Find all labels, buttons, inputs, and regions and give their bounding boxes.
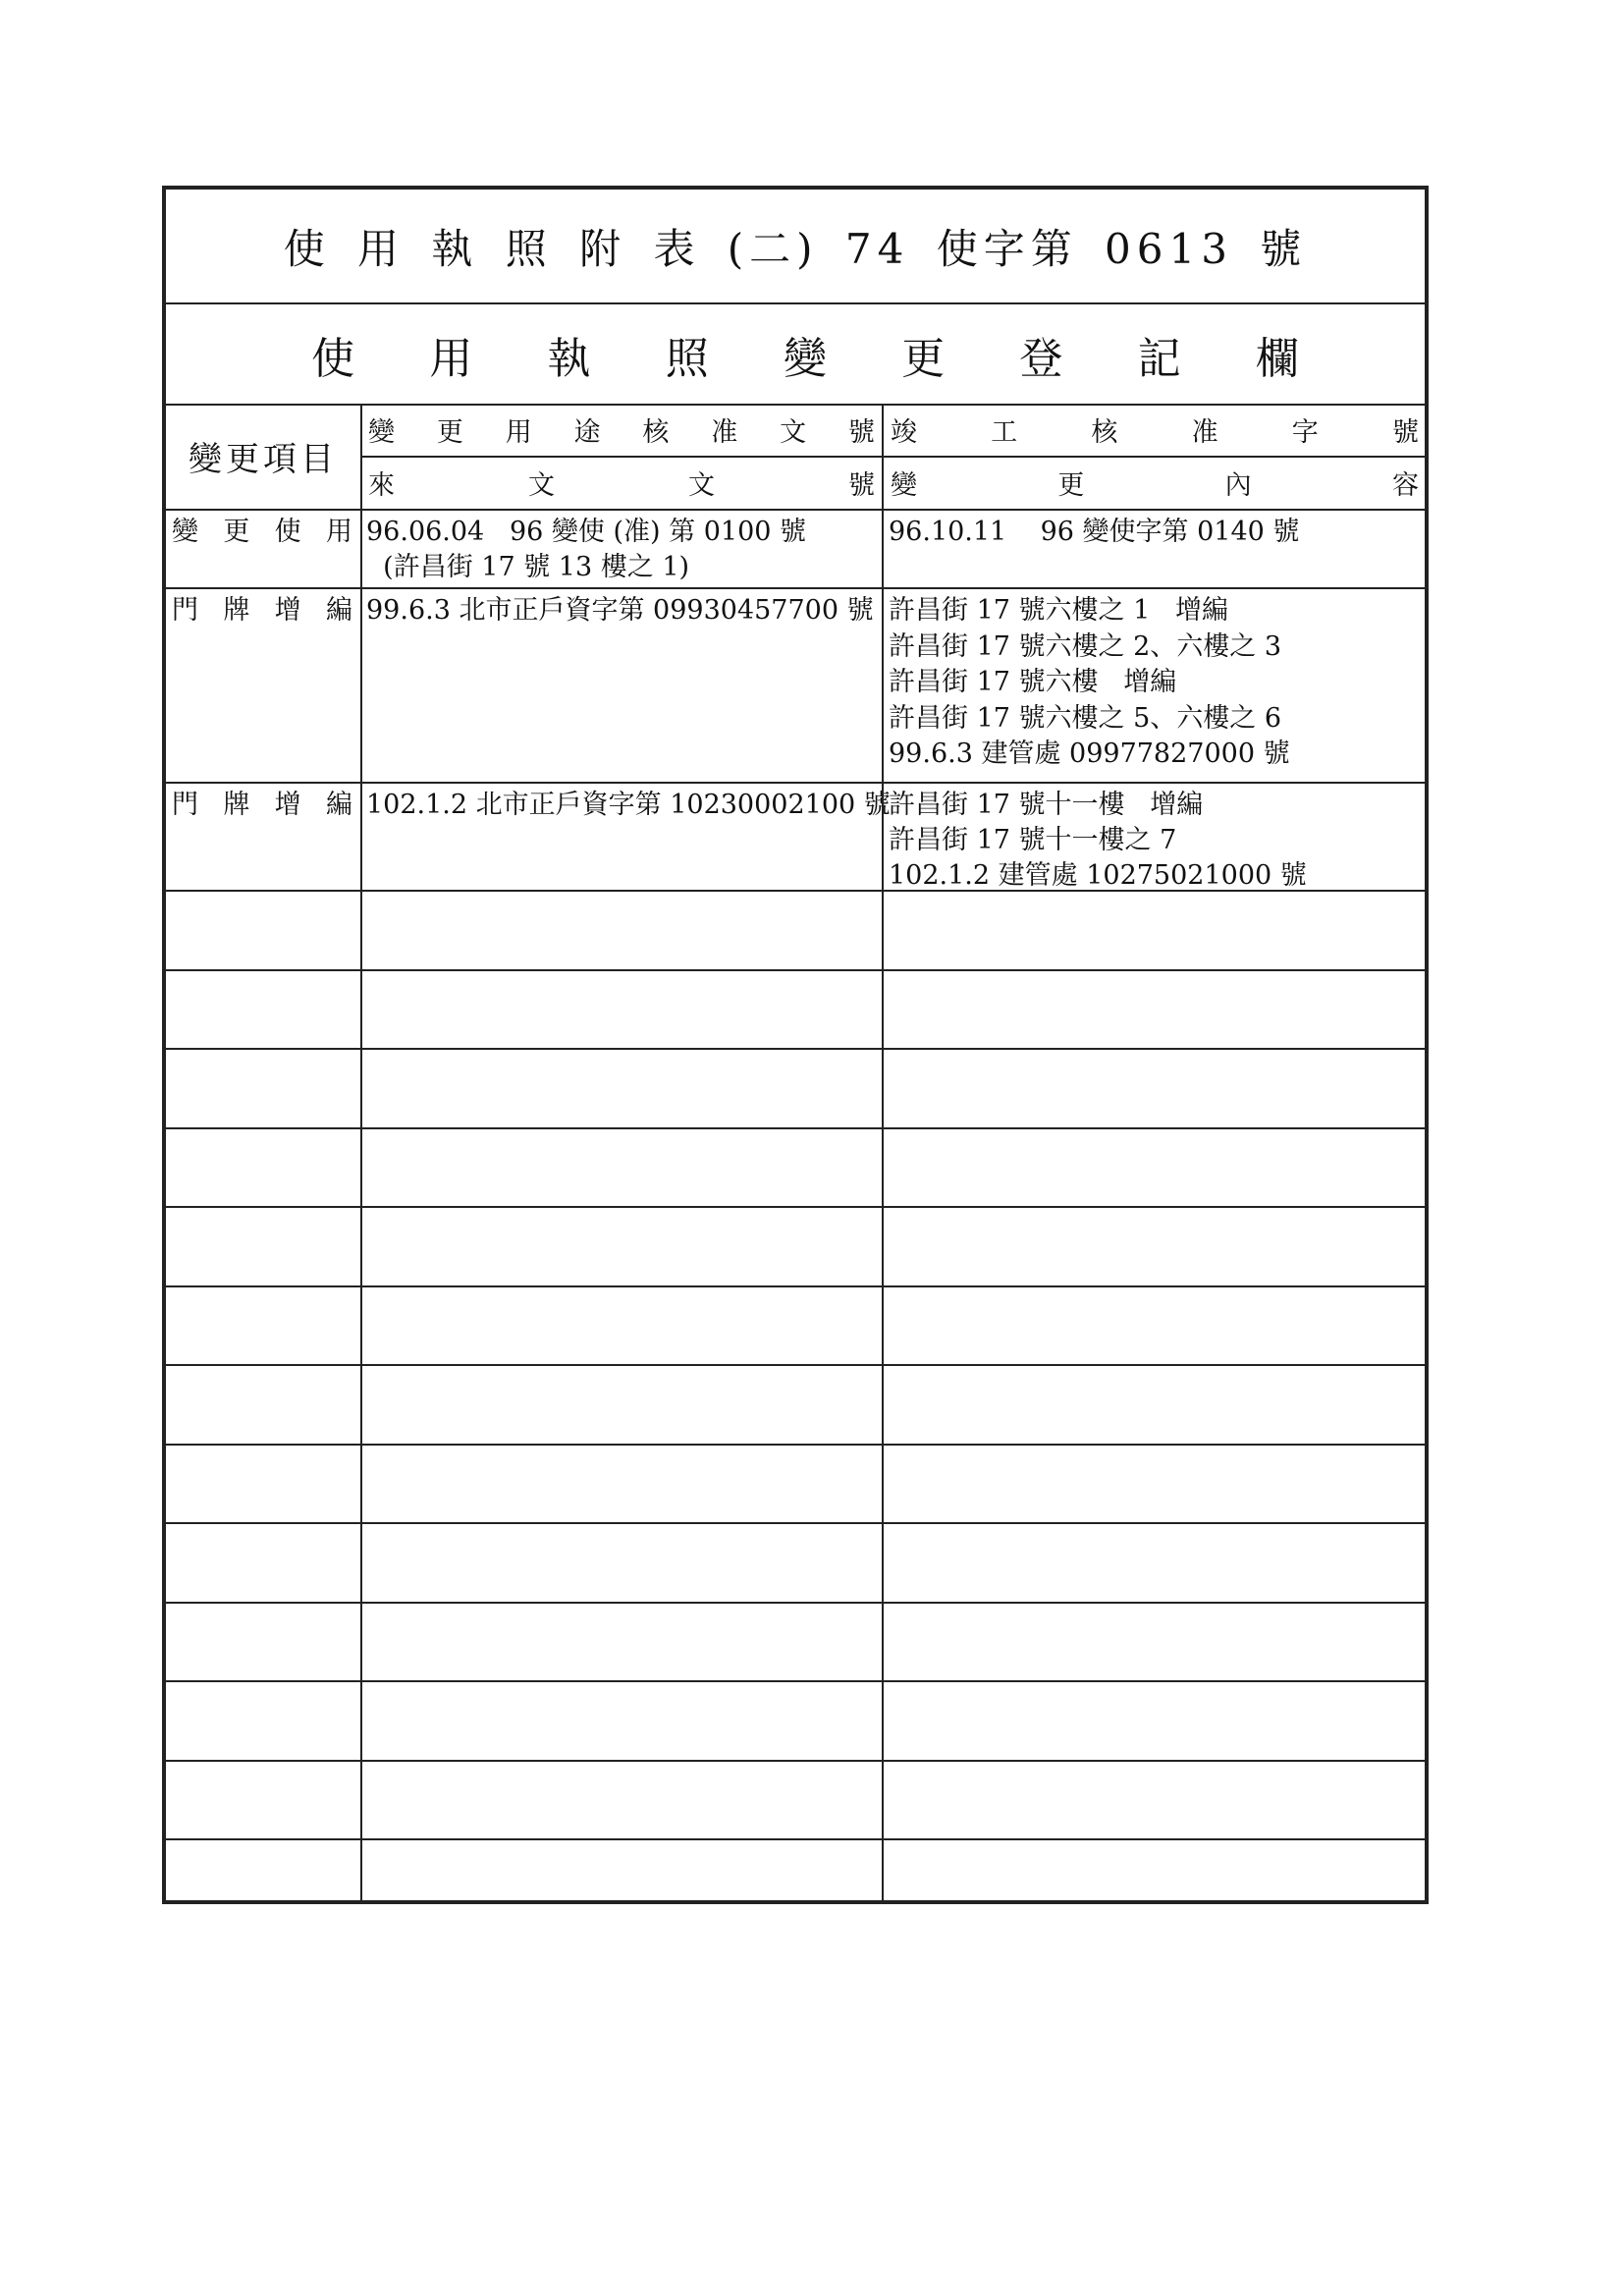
header-char: 來 xyxy=(368,469,395,501)
category-char: 牌 xyxy=(223,595,250,626)
subtitle-char: 用 xyxy=(429,334,473,384)
subtitle-char: 照 xyxy=(665,334,709,384)
row-doc-no: 99.6.3 北市正戶資字第 09930457700 號 xyxy=(366,595,874,626)
category-char: 增 xyxy=(274,790,301,820)
header-char: 准 xyxy=(1191,416,1218,448)
subtitle-char: 更 xyxy=(901,334,946,384)
empty-row-divider xyxy=(166,1285,1425,1287)
header-char: 工 xyxy=(991,416,1018,448)
header-char: 變 xyxy=(368,416,395,448)
row-change-content: 許昌街 17 號十一樓 增編 許昌街 17 號十一樓之 7 102.1.2 建管處 10275021000 號 xyxy=(889,790,1307,891)
row-category xyxy=(166,782,360,890)
header-char: 准 xyxy=(711,416,738,448)
category-char: 使 xyxy=(274,517,301,547)
header-item-label: 變更項目 xyxy=(189,440,338,479)
header-char: 更 xyxy=(1057,469,1085,501)
header-char: 途 xyxy=(573,416,601,448)
header-char: 文 xyxy=(528,469,555,501)
header-completion-approval-no xyxy=(883,404,1425,455)
divider xyxy=(360,456,1425,458)
header-char: 號 xyxy=(1391,416,1419,448)
empty-row-divider xyxy=(166,1838,1425,1840)
header-char: 文 xyxy=(780,416,807,448)
header-incoming-doc-no xyxy=(360,457,881,508)
empty-row-divider xyxy=(166,1206,1425,1208)
header-char: 用 xyxy=(505,416,532,448)
empty-row-divider xyxy=(166,1127,1425,1129)
category-char: 增 xyxy=(274,595,301,626)
empty-row-divider xyxy=(166,969,1425,971)
header-char: 號 xyxy=(848,469,875,501)
header-char: 竣 xyxy=(891,416,917,448)
column-separator xyxy=(882,404,884,1900)
header-char: 容 xyxy=(1391,469,1419,501)
header-char: 核 xyxy=(642,416,670,448)
column-separator xyxy=(360,404,362,1900)
divider xyxy=(166,890,1425,892)
form-title: 使 用 執 照 附 表 (二) 74 使字第 0613 號 xyxy=(283,224,1308,273)
subtitle-char: 執 xyxy=(547,334,591,384)
category-char: 門 xyxy=(172,595,198,626)
header-approval-doc-no xyxy=(360,404,881,455)
category-char: 編 xyxy=(325,595,352,626)
subtitle-char: 使 xyxy=(311,334,355,384)
empty-row-divider xyxy=(166,1522,1425,1524)
subtitle-char: 登 xyxy=(1019,334,1063,384)
divider xyxy=(166,302,1425,304)
category-char: 用 xyxy=(325,517,352,547)
row-category xyxy=(166,509,360,587)
empty-row-divider xyxy=(166,1680,1425,1682)
subtitle-char: 記 xyxy=(1137,334,1181,384)
usage-license-annex-form xyxy=(162,186,1429,1904)
empty-row-divider xyxy=(166,1048,1425,1050)
category-char: 變 xyxy=(172,517,198,547)
header-char: 變 xyxy=(891,469,917,501)
header-char: 字 xyxy=(1291,416,1319,448)
header-char: 文 xyxy=(688,469,715,501)
category-char: 更 xyxy=(223,517,250,547)
empty-row-divider xyxy=(166,1602,1425,1604)
form-subtitle xyxy=(166,305,1425,404)
header-char: 號 xyxy=(847,416,875,448)
header-char: 內 xyxy=(1224,469,1252,501)
category-char: 門 xyxy=(172,790,198,820)
empty-row-divider xyxy=(166,1444,1425,1446)
header-char: 核 xyxy=(1091,416,1118,448)
row-category xyxy=(166,587,360,782)
header-char: 更 xyxy=(436,416,463,448)
category-char: 牌 xyxy=(223,790,250,820)
row-doc-no: 102.1.2 北市正戶資字第 10230002100 號 xyxy=(366,790,891,820)
empty-row-divider xyxy=(166,1760,1425,1762)
row-change-content: 96.10.11 96 變使字第 0140 號 xyxy=(889,517,1300,547)
row-change-content: 許昌街 17 號六樓之 1 增編 許昌街 17 號六樓之 2、六樓之 3 許昌街 17 號六樓 增編 許昌街 17 號六樓之 5、六樓之 6 99.6.3 建管處 09977827000 號 xyxy=(889,595,1290,769)
row-doc-no: 96.06.04 96 變使 (准) 第 0100 號 (許昌街 17 號 13 樓之 1) xyxy=(366,517,807,582)
subtitle-char: 變 xyxy=(783,334,827,384)
empty-row-divider xyxy=(166,1364,1425,1366)
header-change-content xyxy=(883,457,1425,508)
subtitle-char: 欄 xyxy=(1255,334,1299,384)
category-char: 編 xyxy=(325,790,352,820)
